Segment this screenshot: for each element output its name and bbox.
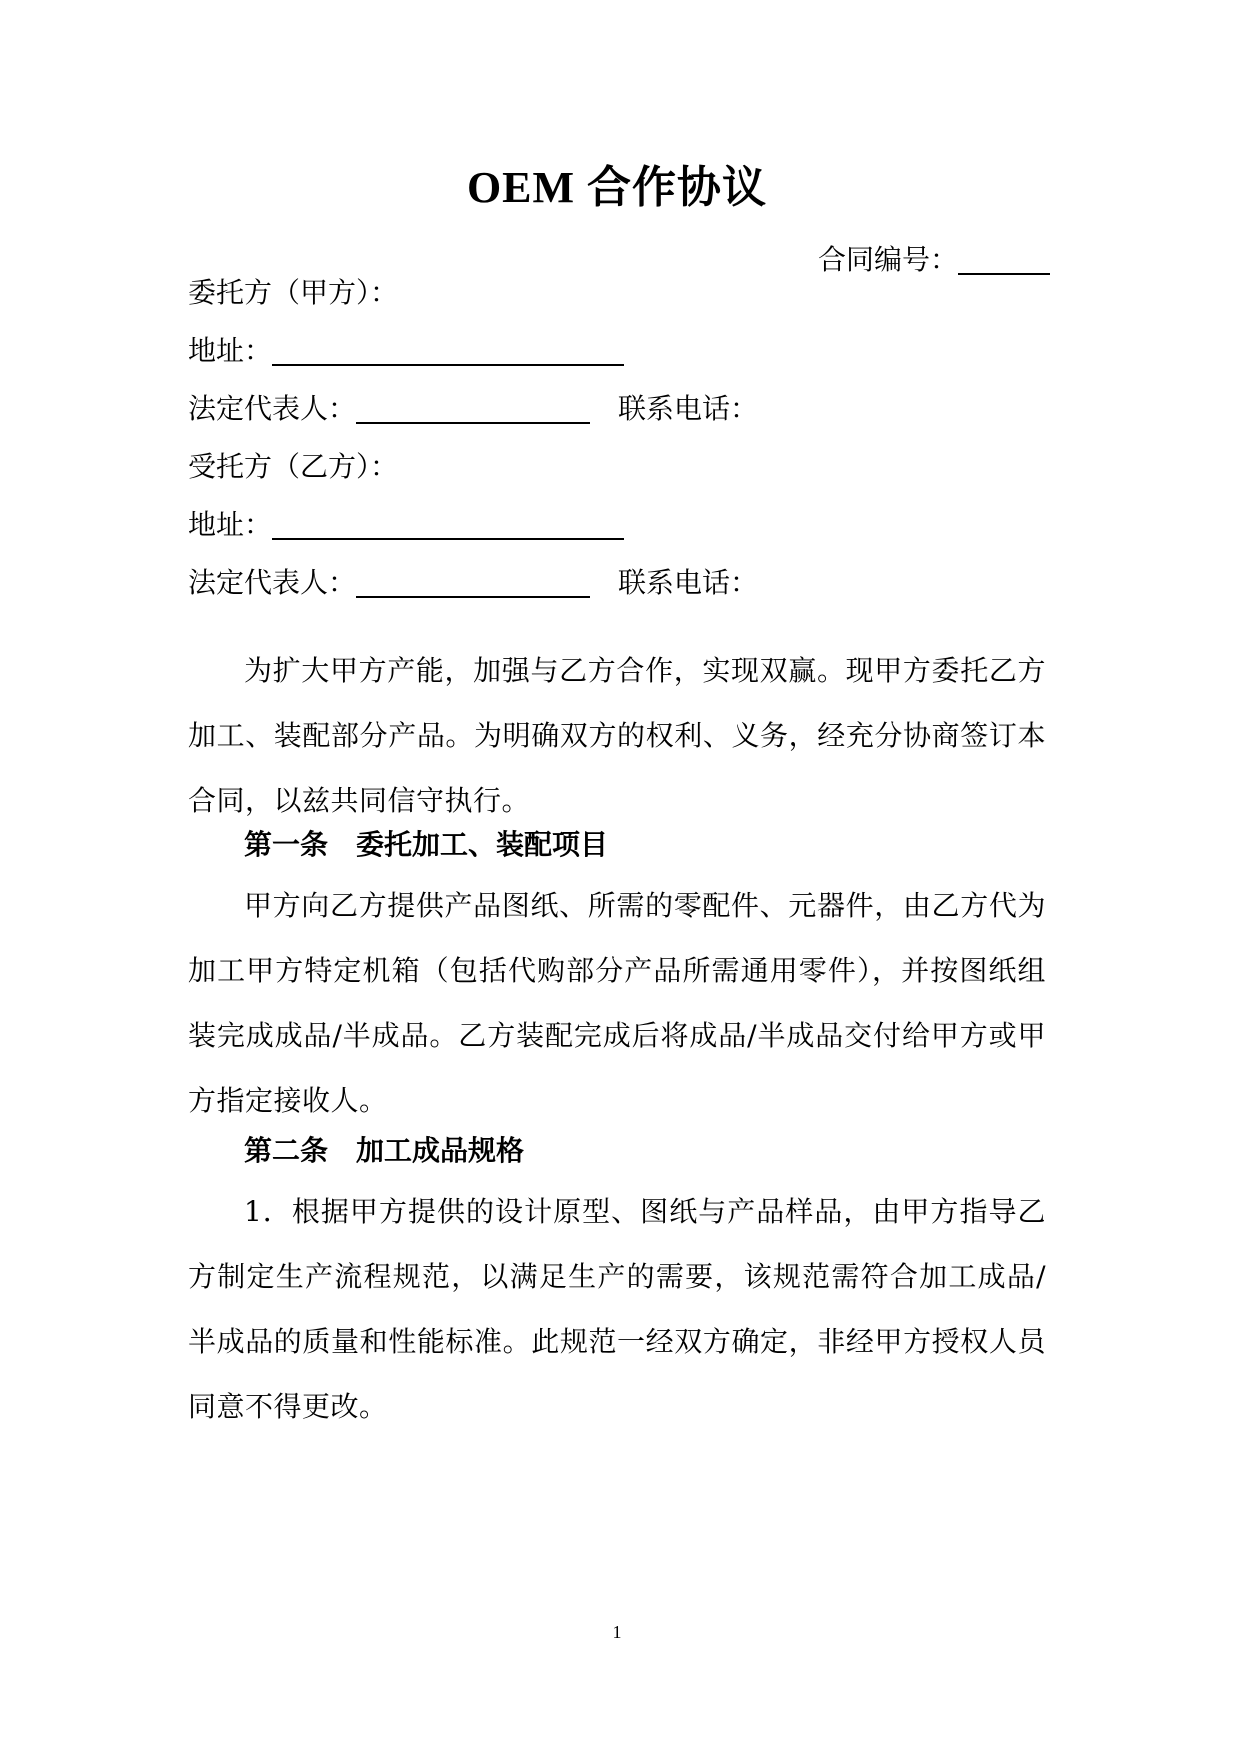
article-2-title: 加工成品规格	[356, 1134, 525, 1167]
party-b-address-label: 地址：	[188, 508, 273, 541]
party-b-rep-line	[188, 563, 758, 603]
article-1-number: 第一条	[244, 828, 329, 861]
party-a-address-line	[188, 331, 624, 371]
party-b-address-blank	[272, 508, 624, 540]
document-title: OEM 合作协议	[466, 163, 768, 212]
party-b-rep-label: 法定代表人：	[188, 566, 357, 599]
party-a-rep-blank	[356, 392, 590, 424]
contract-number-line	[818, 240, 1050, 280]
party-b-phone-label: 联系电话：	[618, 566, 759, 599]
contract-number-blank	[958, 243, 1050, 275]
contract-number-label: 合同编号：	[817, 243, 958, 276]
party-a-rep-line	[188, 389, 758, 429]
page-number: 1	[612, 1622, 622, 1642]
article-2-item-1: 1．根据甲方提供的设计原型、图纸与产品样品，由甲方指导乙方制定生产流程规范，以满足生产的需要，该规范需符合加工成品/半成品的质量和性能标准。此规范一经双方确定，非经甲方授权人员同意不得更改。	[188, 1195, 1046, 1423]
party-a-phone-label: 联系电话：	[618, 392, 759, 425]
article-2-heading	[244, 1131, 524, 1171]
article-2-number: 第二条	[244, 1134, 329, 1167]
article-1-heading	[244, 825, 608, 865]
party-a-address-label: 地址：	[188, 334, 273, 367]
party-a-label: 委托方（甲方）：	[188, 276, 399, 309]
party-b-label: 受托方（乙方）：	[188, 450, 399, 483]
intro-paragraph: 为扩大甲方产能，加强与乙方合作，实现双赢。现甲方委托乙方加工、装配部分产品。为明确双方的权利、义务，经充分协商签订本合同，以兹共同信守执行。	[188, 654, 1046, 817]
article-1-title: 委托加工、装配项目	[356, 828, 609, 861]
party-a-rep-label: 法定代表人：	[188, 392, 357, 425]
party-a-address-blank	[272, 334, 624, 366]
party-b-address-line	[188, 505, 624, 545]
article-1-body: 甲方向乙方提供产品图纸、所需的零配件、元器件，由乙方代为加工甲方特定机箱（包括代购部分产品所需通用零件），并按图纸组装完成成品/半成品。乙方装配完成后将成品/半成品交付给甲方或甲方指定接收人。	[188, 889, 1046, 1117]
party-b-rep-blank	[356, 566, 590, 598]
